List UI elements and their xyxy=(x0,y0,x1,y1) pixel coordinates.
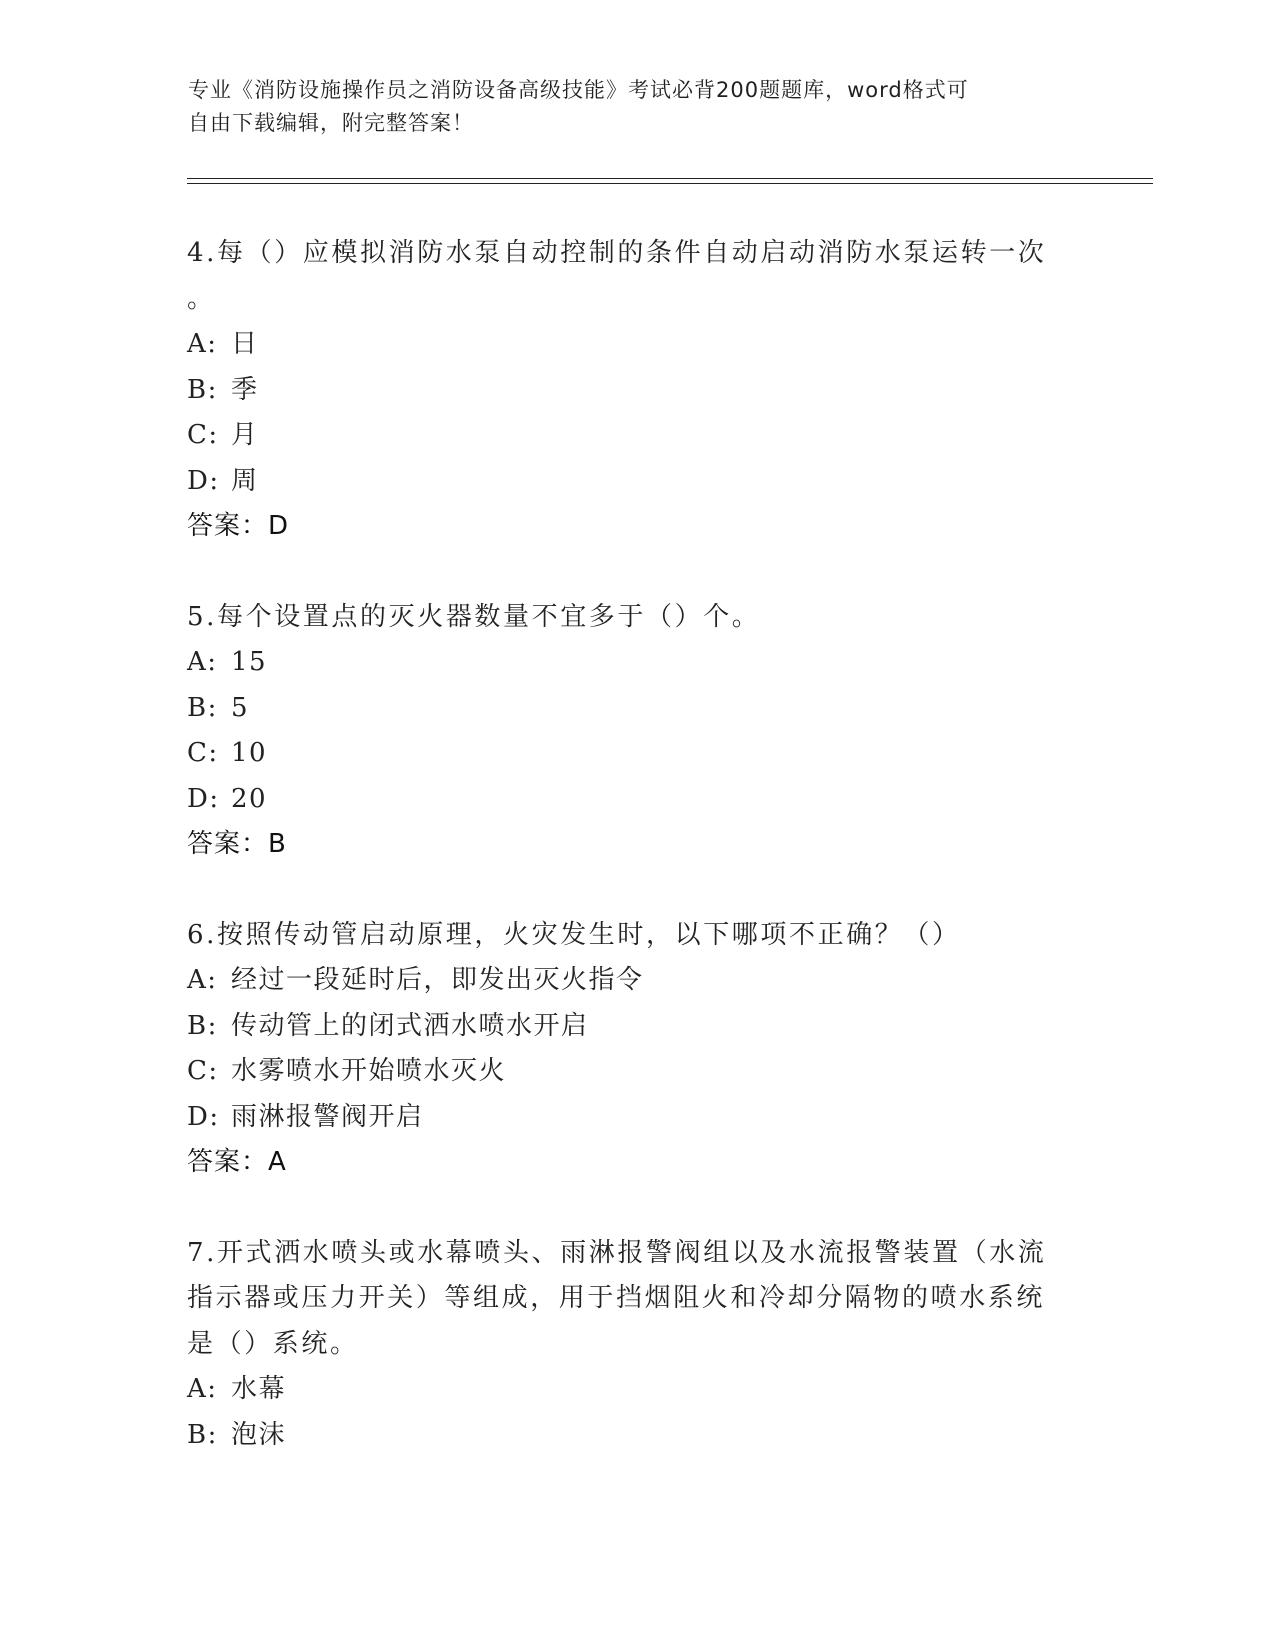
header-divider-top xyxy=(187,178,1153,179)
option-text: 10 xyxy=(231,738,268,768)
answer-line: 答案：B xyxy=(187,829,287,859)
option-text: 传动管上的闭式洒水喷水开启 xyxy=(231,1010,589,1041)
option-b xyxy=(187,1413,1067,1459)
header-line-1: 专业《消防设施操作员之消防设备高级技能》考试必背200题题库，word格式可 xyxy=(188,78,969,102)
option-letter: C: xyxy=(187,420,219,450)
option-text: 5 xyxy=(231,692,250,723)
option-b xyxy=(187,368,1067,414)
question-stem-line: 4.每（）应模拟消防水泵自动控制的条件自动启动消防水泵运转一次 xyxy=(187,238,1047,268)
option-text: 月 xyxy=(231,420,259,450)
question-spacer xyxy=(187,550,1067,595)
option-c xyxy=(187,1049,1067,1095)
option-letter: D: xyxy=(187,783,220,814)
option-c xyxy=(187,731,1067,777)
option-text: 15 xyxy=(231,647,268,677)
answer-line: 答案：A xyxy=(187,1147,287,1177)
question-stem xyxy=(187,913,1067,959)
header-line-2: 自由下载编辑，附完整答案！ xyxy=(188,111,474,135)
option-letter: D: xyxy=(187,465,220,496)
question-4 xyxy=(187,231,1067,550)
option-d xyxy=(187,777,1067,823)
question-stem-line: 。 xyxy=(187,283,216,314)
option-b xyxy=(187,1004,1067,1050)
option-a xyxy=(187,1367,1067,1413)
option-letter: D: xyxy=(187,1101,220,1132)
option-c xyxy=(187,413,1067,459)
question-stem xyxy=(187,1231,1067,1368)
option-text: 周 xyxy=(231,465,259,496)
option-text: 经过一段延时后，即发出灭火指令 xyxy=(231,965,644,995)
option-letter: B: xyxy=(187,374,218,405)
question-spacer xyxy=(187,868,1067,913)
option-text: 季 xyxy=(231,374,259,405)
option-letter: A: xyxy=(187,647,218,677)
answer-line: 答案：D xyxy=(187,511,290,541)
option-text: 雨淋报警阀开启 xyxy=(231,1101,424,1132)
option-a xyxy=(187,958,1067,1004)
document-header xyxy=(188,74,1058,140)
option-letter: B: xyxy=(187,1419,218,1450)
question-6 xyxy=(187,913,1067,1186)
question-spacer xyxy=(187,1186,1067,1231)
question-5 xyxy=(187,595,1067,868)
option-b xyxy=(187,686,1067,732)
option-letter: A: xyxy=(187,329,218,359)
question-7 xyxy=(187,1231,1067,1459)
option-a xyxy=(187,322,1067,368)
question-stem xyxy=(187,231,1067,322)
option-letter: A: xyxy=(187,965,218,995)
option-letter: B: xyxy=(187,1010,218,1041)
question-stem xyxy=(187,595,1067,641)
question-stem-line: 是（）系统。 xyxy=(187,1328,359,1359)
question-list xyxy=(187,231,1067,1458)
option-d xyxy=(187,459,1067,505)
option-text: 泡沫 xyxy=(231,1419,287,1450)
question-stem-line: 5.每个设置点的灭火器数量不宜多于（）个。 xyxy=(187,601,761,632)
option-letter: A: xyxy=(187,1374,218,1404)
header-divider-bottom xyxy=(187,183,1153,184)
option-text: 20 xyxy=(231,783,268,814)
option-d xyxy=(187,1095,1067,1141)
option-letter: C: xyxy=(187,738,219,768)
option-letter: B: xyxy=(187,692,218,723)
option-a xyxy=(187,640,1067,686)
option-text: 日 xyxy=(231,329,259,359)
question-stem-line: 7.开式洒水喷头或水幕喷头、雨淋报警阀组以及水流报警装置（水流 xyxy=(187,1237,1047,1268)
option-text: 水幕 xyxy=(231,1374,287,1404)
option-text: 水雾喷水开始喷水灭火 xyxy=(231,1056,507,1086)
question-stem-line: 6.按照传动管启动原理，火灾发生时，以下哪项不正确？（） xyxy=(187,919,961,950)
question-stem-line: 指示器或压力开关）等组成，用于挡烟阻火和冷却分隔物的喷水系统 xyxy=(187,1283,1046,1313)
option-letter: C: xyxy=(187,1056,219,1086)
